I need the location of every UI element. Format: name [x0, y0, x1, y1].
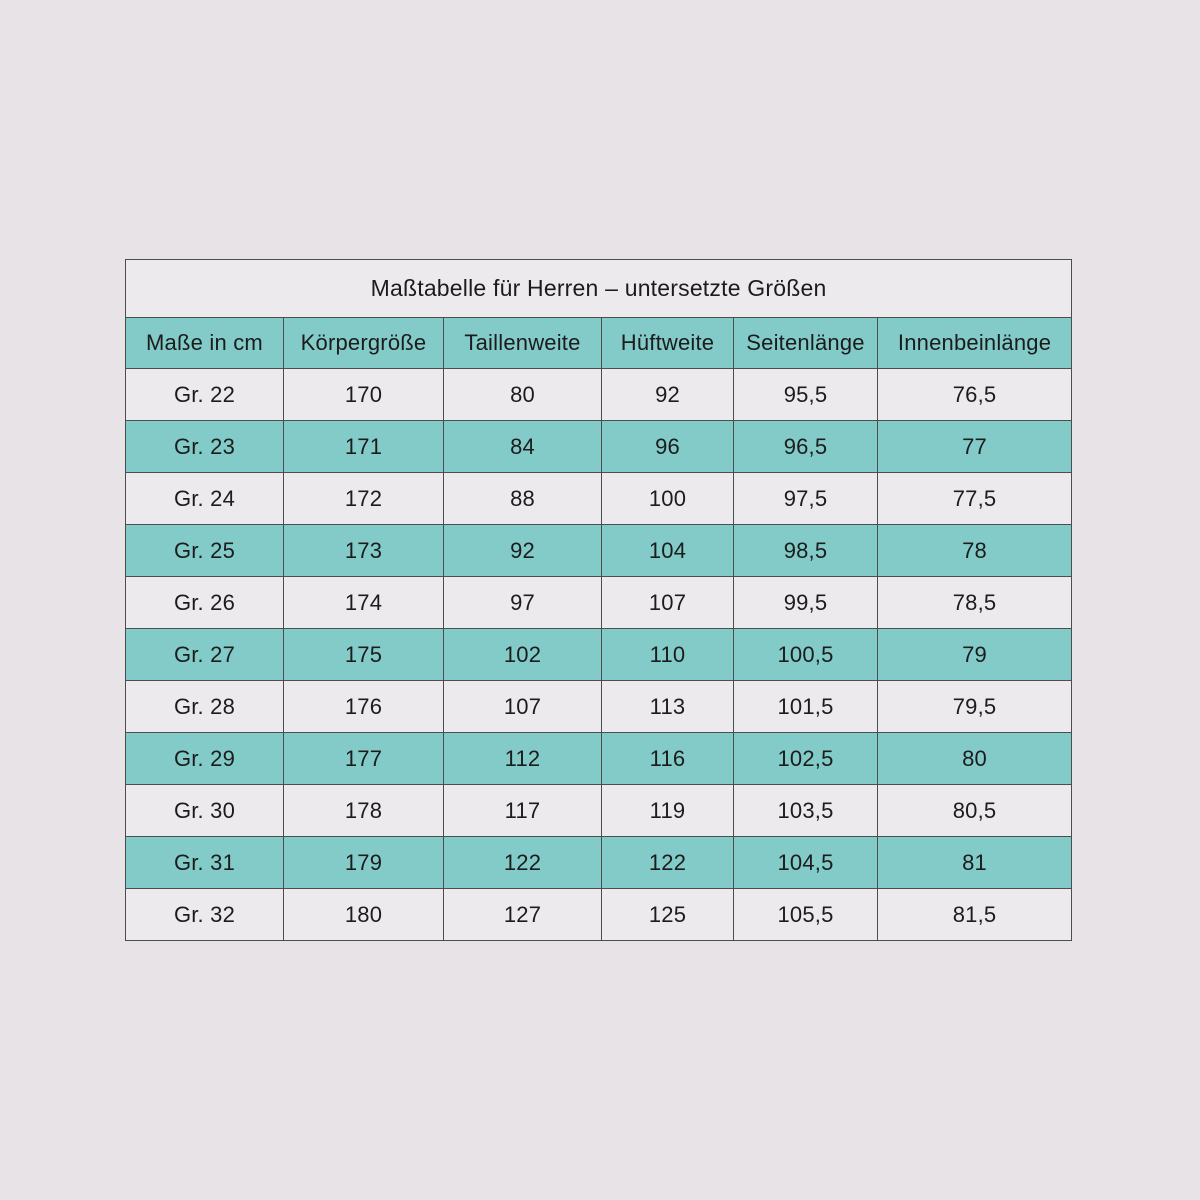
- table-header-row: [126, 318, 1072, 369]
- table-cell: 119: [602, 785, 734, 837]
- table-cell: 175: [284, 629, 444, 681]
- table-cell: 104,5: [734, 837, 878, 889]
- table-cell: 77: [878, 421, 1072, 473]
- table-cell: 180: [284, 889, 444, 941]
- table-cell: 125: [602, 889, 734, 941]
- table-cell: 103,5: [734, 785, 878, 837]
- table-cell: 122: [444, 837, 602, 889]
- table-row: [126, 629, 1072, 681]
- table-cell: 76,5: [878, 369, 1072, 421]
- table-cell: 122: [602, 837, 734, 889]
- table-cell: Gr. 30: [126, 785, 284, 837]
- measurement-table: [125, 259, 1072, 941]
- table-cell: 80: [878, 733, 1072, 785]
- table-cell: 112: [444, 733, 602, 785]
- table-row: [126, 577, 1072, 629]
- table-cell: 92: [444, 525, 602, 577]
- table-cell: 113: [602, 681, 734, 733]
- table-cell: 98,5: [734, 525, 878, 577]
- table-cell: 174: [284, 577, 444, 629]
- table-cell: 79,5: [878, 681, 1072, 733]
- table-cell: Gr. 32: [126, 889, 284, 941]
- table-cell: 96: [602, 421, 734, 473]
- table-cell: 117: [444, 785, 602, 837]
- table-cell: 127: [444, 889, 602, 941]
- table-cell: Gr. 22: [126, 369, 284, 421]
- table-cell: Gr. 29: [126, 733, 284, 785]
- table-row: [126, 785, 1072, 837]
- table-cell: 80: [444, 369, 602, 421]
- table-cell: 100,5: [734, 629, 878, 681]
- table-cell: 105,5: [734, 889, 878, 941]
- table-cell: 110: [602, 629, 734, 681]
- table-cell: 177: [284, 733, 444, 785]
- table-cell: 173: [284, 525, 444, 577]
- table-cell: 81: [878, 837, 1072, 889]
- size-chart-table: [125, 259, 1071, 941]
- table-cell: 78,5: [878, 577, 1072, 629]
- column-header-innenbeinlaenge: Innenbeinlänge: [878, 318, 1072, 369]
- table-cell: Gr. 27: [126, 629, 284, 681]
- column-header-hueftweite: Hüftweite: [602, 318, 734, 369]
- table-cell: 107: [602, 577, 734, 629]
- table-cell: 96,5: [734, 421, 878, 473]
- table-cell: 84: [444, 421, 602, 473]
- table-cell: 79: [878, 629, 1072, 681]
- table-cell: 107: [444, 681, 602, 733]
- table-cell: 102: [444, 629, 602, 681]
- column-header-taillenweite: Taillenweite: [444, 318, 602, 369]
- table-cell: 170: [284, 369, 444, 421]
- table-cell: 104: [602, 525, 734, 577]
- table-row: [126, 681, 1072, 733]
- table-cell: Gr. 26: [126, 577, 284, 629]
- table-cell: Gr. 28: [126, 681, 284, 733]
- table-cell: Gr. 25: [126, 525, 284, 577]
- table-cell: 92: [602, 369, 734, 421]
- table-cell: 172: [284, 473, 444, 525]
- table-cell: 97,5: [734, 473, 878, 525]
- table-cell: Gr. 31: [126, 837, 284, 889]
- table-cell: 116: [602, 733, 734, 785]
- table-row: [126, 733, 1072, 785]
- table-cell: 97: [444, 577, 602, 629]
- table-cell: 179: [284, 837, 444, 889]
- table-cell: 80,5: [878, 785, 1072, 837]
- table-cell: 102,5: [734, 733, 878, 785]
- table-cell: 100: [602, 473, 734, 525]
- table-cell: 178: [284, 785, 444, 837]
- table-cell: 88: [444, 473, 602, 525]
- table-title-row: [126, 260, 1072, 318]
- table-row: [126, 473, 1072, 525]
- table-cell: 99,5: [734, 577, 878, 629]
- table-cell: 78: [878, 525, 1072, 577]
- table-row: [126, 369, 1072, 421]
- table-cell: 101,5: [734, 681, 878, 733]
- column-header-masse: Maße in cm: [126, 318, 284, 369]
- table-row: [126, 837, 1072, 889]
- table-cell: 77,5: [878, 473, 1072, 525]
- table-body: [126, 369, 1072, 941]
- table-title: Maßtabelle für Herren – untersetzte Größen: [126, 260, 1072, 318]
- table-cell: 171: [284, 421, 444, 473]
- table-cell: 95,5: [734, 369, 878, 421]
- column-header-seitenlaenge: Seitenlänge: [734, 318, 878, 369]
- table-row: [126, 889, 1072, 941]
- column-header-koerpergroesse: Körpergröße: [284, 318, 444, 369]
- table-row: [126, 525, 1072, 577]
- table-row: [126, 421, 1072, 473]
- table-cell: Gr. 24: [126, 473, 284, 525]
- table-cell: 81,5: [878, 889, 1072, 941]
- table-cell: 176: [284, 681, 444, 733]
- table-cell: Gr. 23: [126, 421, 284, 473]
